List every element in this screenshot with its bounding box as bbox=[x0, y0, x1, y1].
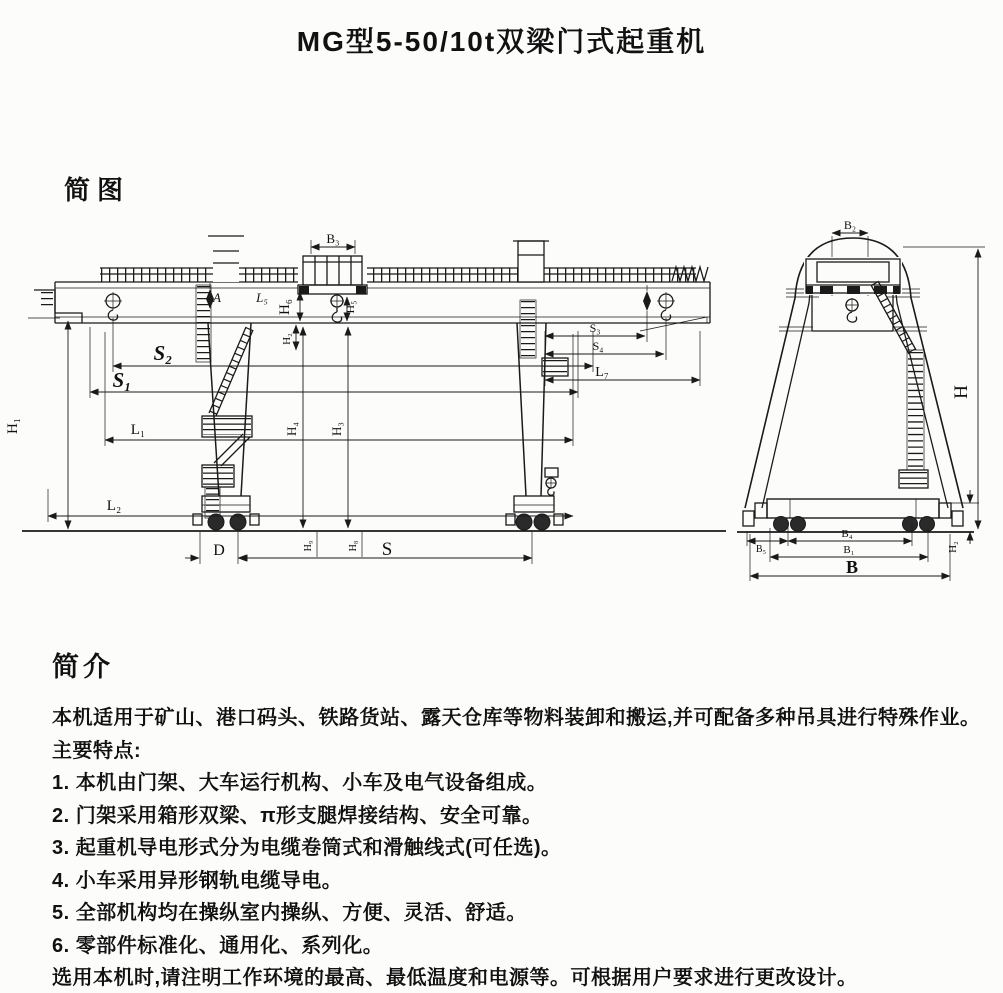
diamond-markers bbox=[206, 283, 651, 311]
dim-label-l2: L₂ bbox=[106, 498, 122, 514]
lower-hook-icon bbox=[545, 468, 558, 495]
dim-label-h6: H₆ bbox=[277, 298, 293, 316]
left-hook-position-icon bbox=[104, 292, 122, 320]
feature-item: 5. 全部机构均在操纵室内操纵、方便、灵活、舒适。 bbox=[52, 902, 527, 924]
dim-label-h4: H₄ bbox=[284, 422, 299, 436]
left-leg-tower bbox=[208, 236, 244, 282]
intro-note: 选用本机时,请注明工作环境的最高、最低温度和电源等。可根据用户要求进行更改设计。 bbox=[52, 967, 858, 989]
dim-label-b4: B₄ bbox=[841, 528, 853, 540]
dim-label-a: A bbox=[213, 290, 221, 305]
dim-label-h8: H₈ bbox=[348, 540, 359, 552]
dim-label-l5: L₅ bbox=[256, 290, 268, 305]
feature-item: 3. 起重机导电形式分为电缆卷筒式和滑触线式(可任选)。 bbox=[52, 837, 562, 859]
right-bogie bbox=[506, 496, 563, 530]
page-title: MG型5-50/10t双梁门式起重机 bbox=[296, 26, 707, 57]
hook-icon bbox=[330, 294, 344, 322]
dim-label-b: B bbox=[845, 557, 859, 577]
right-leg bbox=[517, 300, 568, 496]
dim-label-s3: S₃ bbox=[589, 321, 601, 335]
side-base-bogies bbox=[743, 499, 963, 532]
dim-label-b3: B₃ bbox=[326, 231, 340, 246]
left-bogie bbox=[193, 496, 259, 530]
extension-lines bbox=[48, 240, 700, 564]
dim-label-b1: B₁ bbox=[843, 544, 855, 556]
diagram-section-label: 简图 bbox=[64, 175, 131, 205]
dim-label-s1: S₁ bbox=[112, 368, 132, 392]
dim-label-h9: H₉ bbox=[303, 540, 314, 552]
bridge-girder bbox=[55, 268, 710, 331]
dim-label-h1: H₁ bbox=[5, 417, 21, 435]
dimension-lines bbox=[48, 247, 700, 558]
dim-label-h3: H₃ bbox=[329, 422, 344, 436]
left-end-bracket bbox=[28, 290, 82, 323]
right-leg-tower bbox=[513, 241, 549, 282]
dim-label-l1: L₁ bbox=[130, 422, 146, 438]
dim-label-s4: S₄ bbox=[592, 339, 604, 353]
stair-flight bbox=[213, 329, 250, 415]
front-view bbox=[5, 231, 726, 564]
intro-section bbox=[52, 645, 1002, 993]
features-label: 主要特点: bbox=[52, 739, 142, 762]
dim-label-h2-side: H₂ bbox=[947, 541, 959, 553]
feature-item: 6. 零部件标准化、通用化、系列化。 bbox=[52, 934, 384, 957]
dim-label-h2-front: H₂ bbox=[281, 333, 293, 345]
dim-label-b2: B₂ bbox=[843, 218, 857, 232]
trolley-section bbox=[804, 257, 902, 322]
dim-label-h: H bbox=[951, 385, 972, 399]
right-hook-position-icon bbox=[657, 292, 675, 320]
dim-label-s: S bbox=[381, 539, 393, 560]
dim-label-d: D bbox=[213, 542, 225, 559]
feature-item: 1. 本机由门架、大车运行机构、小车及电气设备组成。 bbox=[52, 772, 548, 794]
dim-label-h5: H₅ bbox=[343, 300, 357, 314]
feature-item: 4. 小车采用异形钢轨电缆导电。 bbox=[52, 869, 343, 892]
side-view bbox=[737, 218, 985, 581]
dim-label-l7: L₇ bbox=[595, 365, 609, 380]
intro-heading: 简介 bbox=[52, 652, 114, 682]
dim-label-b5: B₅ bbox=[755, 544, 767, 555]
leg-splice-ticks bbox=[779, 289, 927, 331]
hook-icon bbox=[845, 298, 859, 322]
left-leg bbox=[196, 285, 253, 518]
feature-item: 2. 门架采用箱形双梁、π形支腿焊接结构、安全可靠。 bbox=[52, 804, 543, 827]
dim-label-s2: S₂ bbox=[153, 341, 173, 365]
intro-paragraph: 本机适用于矿山、港口码头、铁路货站、露天仓库等物料装卸和搬运,并可配备多种吊具进行特殊作业。 bbox=[52, 707, 981, 729]
